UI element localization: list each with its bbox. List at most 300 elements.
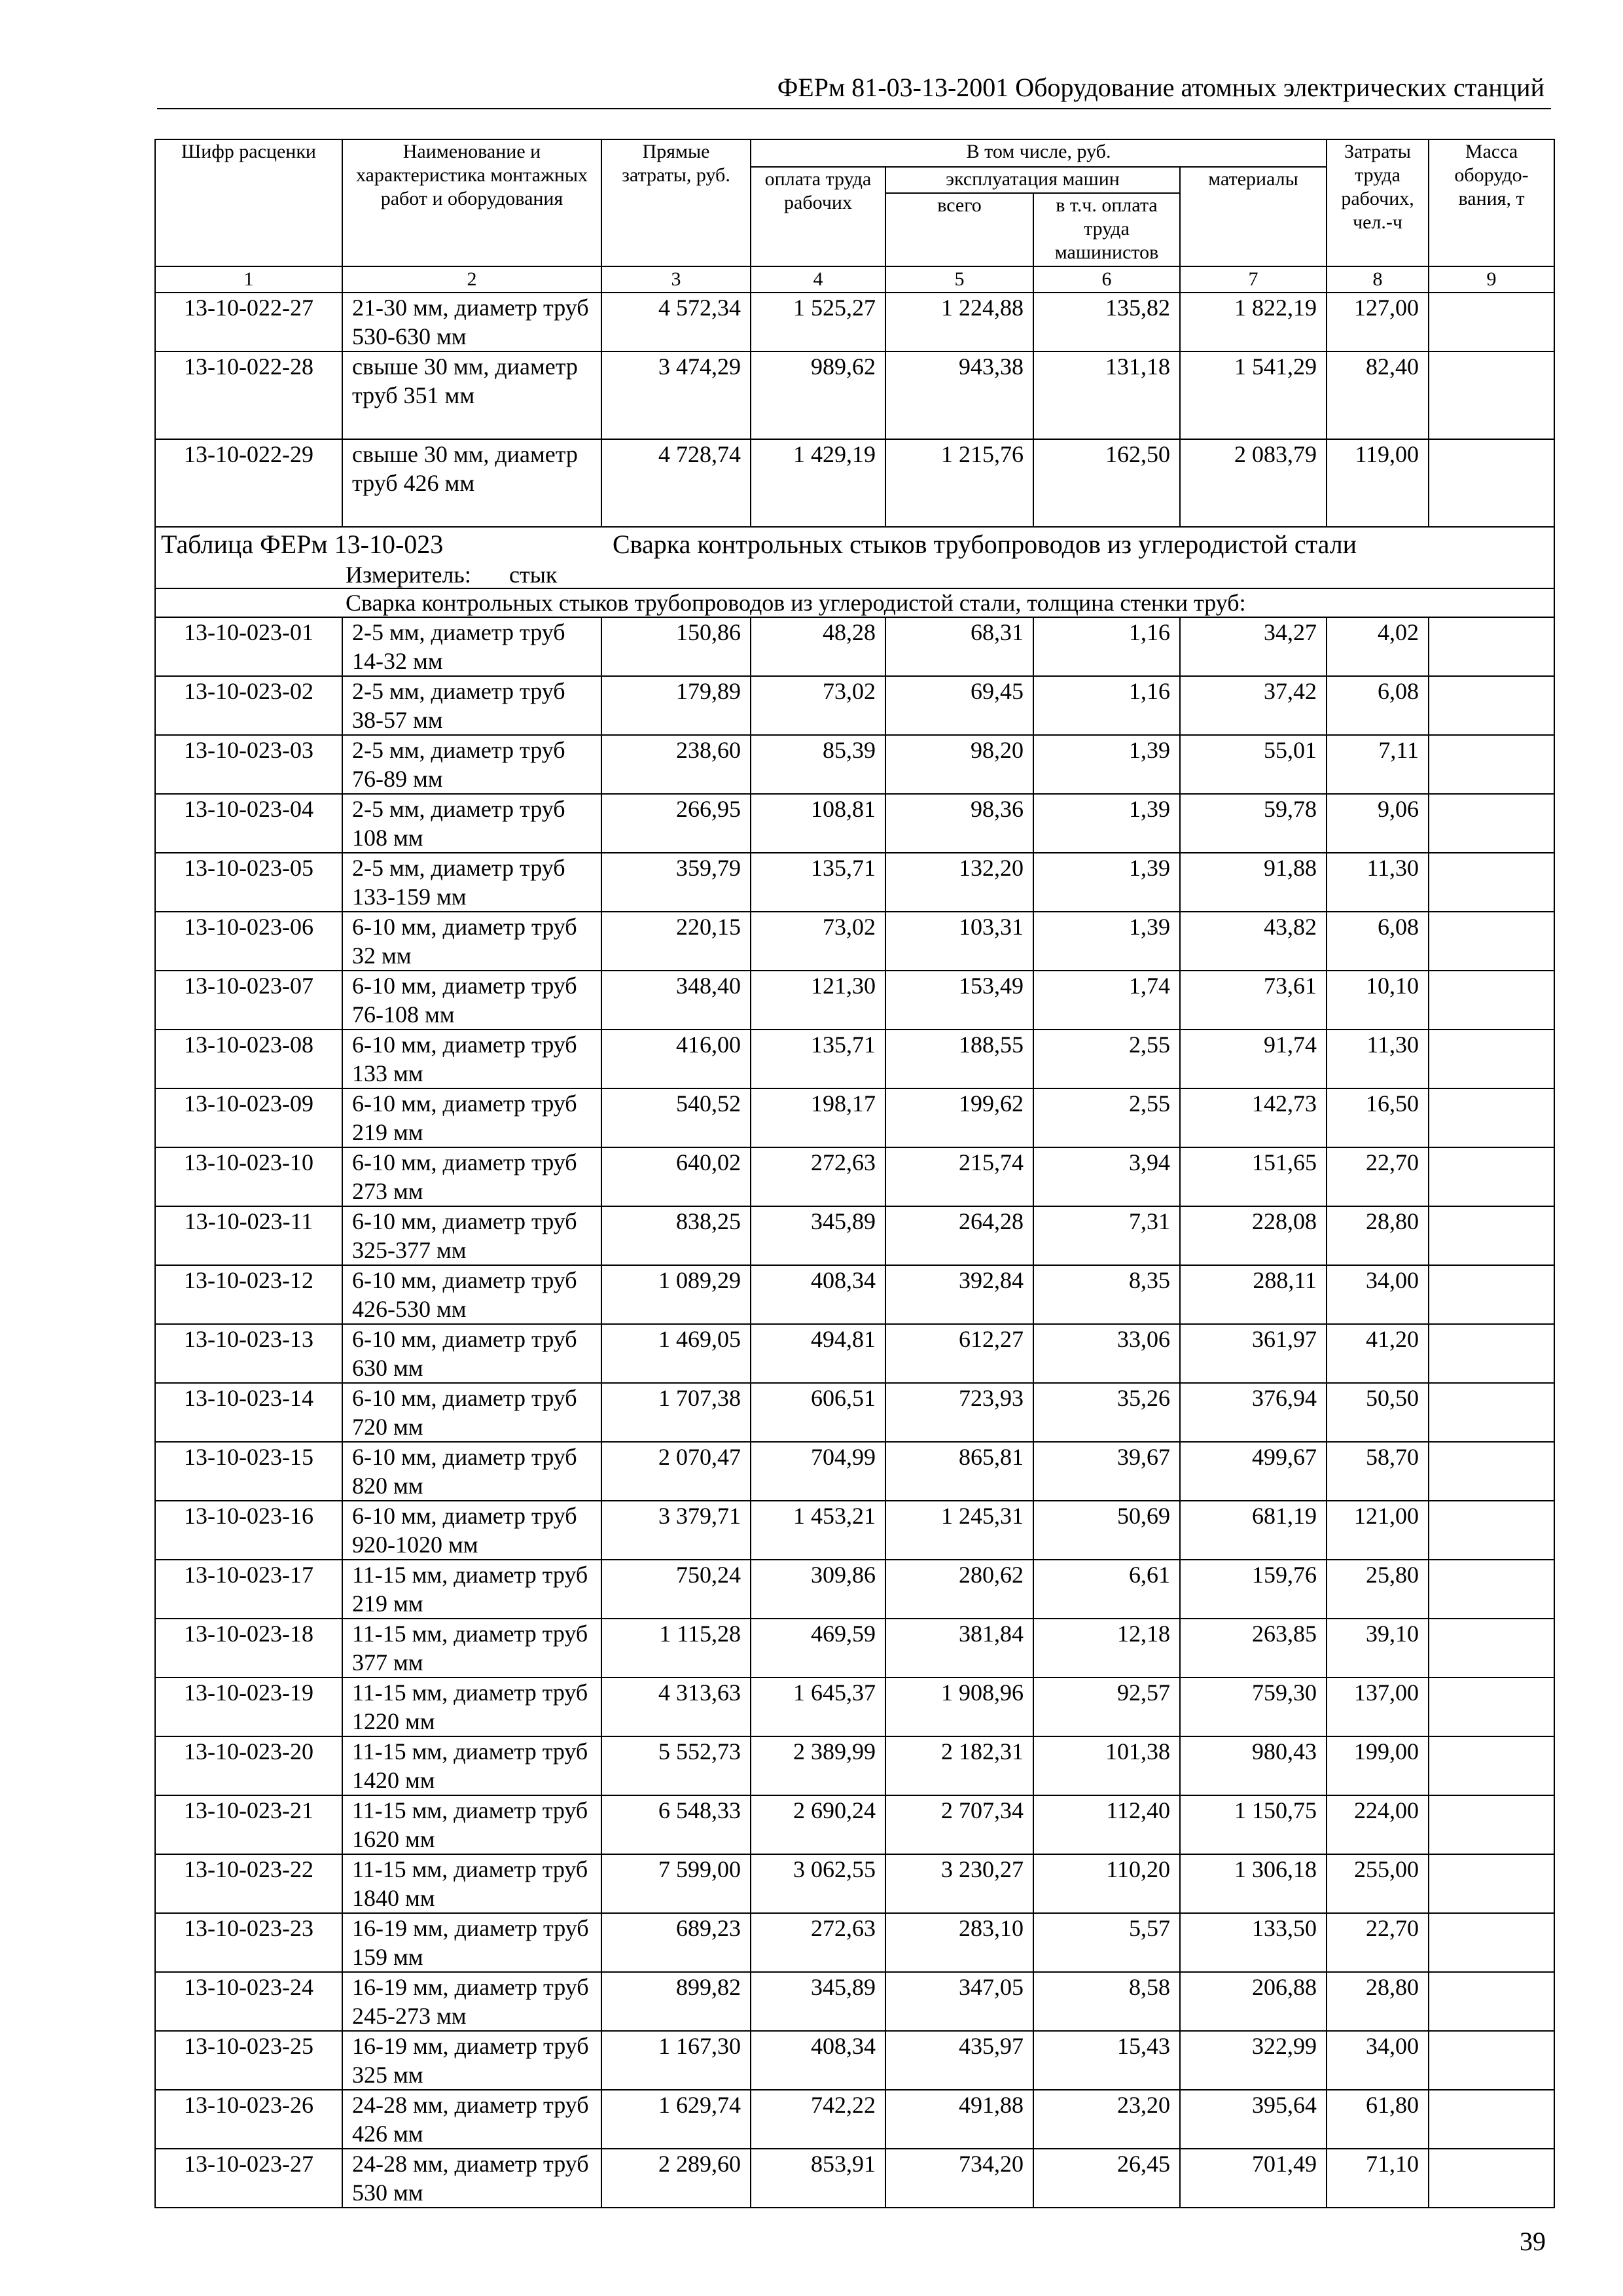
- column-number: 4: [751, 266, 885, 293]
- equipment-mass-cell: [1429, 1560, 1554, 1619]
- materials-cell: 1 541,29: [1180, 351, 1327, 439]
- labor-pay-cell: 1 525,27: [751, 293, 885, 351]
- materials-cell: 361,97: [1180, 1324, 1327, 1383]
- rate-code-cell: 13-10-023-01: [155, 617, 342, 676]
- machines-total-cell: 435,97: [885, 2031, 1033, 2090]
- materials-cell: 159,76: [1180, 1560, 1327, 1619]
- labor-pay-cell: 135,71: [751, 853, 885, 912]
- column-number: 8: [1327, 266, 1429, 293]
- work-name-cell: 6-10 мм, диаметр труб 219 мм: [342, 1088, 601, 1147]
- machines-total-cell: 943,38: [885, 351, 1033, 439]
- header-rule: [157, 108, 1551, 109]
- machines-total-cell: 1 908,96: [885, 1677, 1033, 1736]
- work-name-cell: 6-10 мм, диаметр труб 273 мм: [342, 1147, 601, 1206]
- machines-total-cell: 69,45: [885, 676, 1033, 735]
- column-number: 3: [601, 266, 751, 293]
- materials-cell: 142,73: [1180, 1088, 1327, 1147]
- machines-total-cell: 280,62: [885, 1560, 1033, 1619]
- rate-code-cell: 13-10-023-20: [155, 1736, 342, 1795]
- machines-total-cell: 1 245,31: [885, 1501, 1033, 1560]
- direct-costs-cell: 2 070,47: [601, 1442, 751, 1501]
- equipment-mass-cell: [1429, 351, 1554, 439]
- machines-total-cell: 98,36: [885, 794, 1033, 853]
- work-name-cell: 16-19 мм, диаметр труб 245-273 мм: [342, 1972, 601, 2031]
- labor-pay-cell: 704,99: [751, 1442, 885, 1501]
- work-name-cell: 2-5 мм, диаметр труб 133-159 мм: [342, 853, 601, 912]
- work-name-cell: свыше 30 мм, диаметр труб 426 мм: [342, 439, 601, 527]
- machines-total-cell: 392,84: [885, 1265, 1033, 1324]
- materials-cell: 681,19: [1180, 1501, 1327, 1560]
- direct-costs-cell: 220,15: [601, 912, 751, 971]
- equipment-mass-cell: [1429, 1088, 1554, 1147]
- equipment-mass-cell: [1429, 676, 1554, 735]
- equipment-mass-cell: [1429, 1736, 1554, 1795]
- work-name-cell: 6-10 мм, диаметр труб 32 мм: [342, 912, 601, 971]
- machines-total-cell: 734,20: [885, 2149, 1033, 2208]
- materials-cell: 59,78: [1180, 794, 1327, 853]
- header-direct-costs: Прямые затраты, руб.: [601, 139, 751, 266]
- work-name-cell: 11-15 мм, диаметр труб 1620 мм: [342, 1795, 601, 1854]
- machinists-pay-cell: 135,82: [1033, 293, 1180, 351]
- table-row: [155, 439, 1554, 527]
- direct-costs-cell: 150,86: [601, 617, 751, 676]
- direct-costs-cell: 238,60: [601, 735, 751, 794]
- direct-costs-cell: 3 474,29: [601, 351, 751, 439]
- materials-cell: 376,94: [1180, 1383, 1327, 1442]
- machines-total-cell: 188,55: [885, 1030, 1033, 1088]
- rate-code-cell: 13-10-023-22: [155, 1854, 342, 1913]
- table-row: [155, 617, 1554, 676]
- labor-pay-cell: 742,22: [751, 2090, 885, 2149]
- machinists-pay-cell: 110,20: [1033, 1854, 1180, 1913]
- materials-cell: 2 083,79: [1180, 439, 1327, 527]
- table-row: [155, 971, 1554, 1030]
- labor-hours-cell: 119,00: [1327, 439, 1429, 527]
- column-number: 6: [1033, 266, 1180, 293]
- rate-code-cell: 13-10-023-03: [155, 735, 342, 794]
- labor-hours-cell: 41,20: [1327, 1324, 1429, 1383]
- rate-code-cell: 13-10-023-16: [155, 1501, 342, 1560]
- machinists-pay-cell: 1,39: [1033, 853, 1180, 912]
- work-name-cell: 2-5 мм, диаметр труб 38-57 мм: [342, 676, 601, 735]
- equipment-mass-cell: [1429, 971, 1554, 1030]
- table-row: [155, 735, 1554, 794]
- rate-code-cell: 13-10-023-12: [155, 1265, 342, 1324]
- direct-costs-cell: 750,24: [601, 1560, 751, 1619]
- labor-hours-cell: 4,02: [1327, 617, 1429, 676]
- rate-code-cell: 13-10-023-07: [155, 971, 342, 1030]
- equipment-mass-cell: [1429, 617, 1554, 676]
- work-name-cell: 6-10 мм, диаметр труб 133 мм: [342, 1030, 601, 1088]
- work-name-cell: 6-10 мм, диаметр труб 720 мм: [342, 1383, 601, 1442]
- labor-hours-cell: 199,00: [1327, 1736, 1429, 1795]
- table-row: [155, 676, 1554, 735]
- labor-hours-cell: 127,00: [1327, 293, 1429, 351]
- labor-pay-cell: 494,81: [751, 1324, 885, 1383]
- labor-pay-cell: 989,62: [751, 351, 885, 439]
- table-row: [155, 1147, 1554, 1206]
- direct-costs-cell: 4 728,74: [601, 439, 751, 527]
- table-row: [155, 1913, 1554, 1972]
- machinists-pay-cell: 101,38: [1033, 1736, 1180, 1795]
- labor-pay-cell: 2 690,24: [751, 1795, 885, 1854]
- table-row: [155, 2031, 1554, 2090]
- rate-code-cell: 13-10-023-11: [155, 1206, 342, 1265]
- labor-pay-cell: 73,02: [751, 912, 885, 971]
- direct-costs-cell: 7 599,00: [601, 1854, 751, 1913]
- equipment-mass-cell: [1429, 1854, 1554, 1913]
- work-name-cell: 6-10 мм, диаметр труб 76-108 мм: [342, 971, 601, 1030]
- materials-cell: 151,65: [1180, 1147, 1327, 1206]
- header-machines: эксплуатация машин: [885, 167, 1180, 193]
- labor-hours-cell: 61,80: [1327, 2090, 1429, 2149]
- labor-pay-cell: 345,89: [751, 1972, 885, 2031]
- labor-hours-cell: 39,10: [1327, 1619, 1429, 1677]
- rate-code-cell: 13-10-023-13: [155, 1324, 342, 1383]
- rate-code-cell: 13-10-022-29: [155, 439, 342, 527]
- labor-hours-cell: 11,30: [1327, 1030, 1429, 1088]
- work-name-cell: 11-15 мм, диаметр труб 1220 мм: [342, 1677, 601, 1736]
- machines-total-cell: 283,10: [885, 1913, 1033, 1972]
- header-machinists-pay: в т.ч. оплата труда машинистов: [1033, 193, 1180, 266]
- labor-hours-cell: 34,00: [1327, 2031, 1429, 2090]
- direct-costs-cell: 640,02: [601, 1147, 751, 1206]
- labor-hours-cell: 34,00: [1327, 1265, 1429, 1324]
- section-description: Сварка контрольных стыков трубопроводов из углеродистой стали, толщина стенки труб:: [155, 588, 1554, 617]
- header-name: Наименование и характеристика монтажных работ и оборудования: [342, 139, 601, 266]
- labor-hours-cell: 11,30: [1327, 853, 1429, 912]
- equipment-mass-cell: [1429, 2149, 1554, 2208]
- rate-code-cell: 13-10-023-21: [155, 1795, 342, 1854]
- section-meter-row: [155, 562, 1554, 588]
- materials-cell: 1 306,18: [1180, 1854, 1327, 1913]
- rate-code-cell: 13-10-023-26: [155, 2090, 342, 2149]
- equipment-mass-cell: [1429, 1383, 1554, 1442]
- materials-cell: 206,88: [1180, 1972, 1327, 2031]
- rate-code-cell: 13-10-023-06: [155, 912, 342, 971]
- labor-pay-cell: 606,51: [751, 1383, 885, 1442]
- table-row: [155, 2090, 1554, 2149]
- work-name-cell: 11-15 мм, диаметр труб 377 мм: [342, 1619, 601, 1677]
- machinists-pay-cell: 7,31: [1033, 1206, 1180, 1265]
- equipment-mass-cell: [1429, 853, 1554, 912]
- header-including: В том числе, руб.: [751, 139, 1327, 167]
- rate-code-cell: 13-10-023-19: [155, 1677, 342, 1736]
- work-name-cell: 11-15 мм, диаметр труб 219 мм: [342, 1560, 601, 1619]
- labor-pay-cell: 73,02: [751, 676, 885, 735]
- direct-costs-cell: 899,82: [601, 1972, 751, 2031]
- equipment-mass-cell: [1429, 912, 1554, 971]
- machines-total-cell: 264,28: [885, 1206, 1033, 1265]
- labor-pay-cell: 108,81: [751, 794, 885, 853]
- direct-costs-cell: 1 469,05: [601, 1324, 751, 1383]
- work-name-cell: 2-5 мм, диаметр труб 108 мм: [342, 794, 601, 853]
- direct-costs-cell: 1 707,38: [601, 1383, 751, 1442]
- header-mass: Масса оборудо-вания, т: [1429, 139, 1554, 266]
- table-row: [155, 1442, 1554, 1501]
- machinists-pay-cell: 162,50: [1033, 439, 1180, 527]
- rate-code-cell: 13-10-023-17: [155, 1560, 342, 1619]
- labor-pay-cell: 345,89: [751, 1206, 885, 1265]
- materials-cell: 288,11: [1180, 1265, 1327, 1324]
- machines-total-cell: 1 215,76: [885, 439, 1033, 527]
- machinists-pay-cell: 23,20: [1033, 2090, 1180, 2149]
- labor-hours-cell: 6,08: [1327, 676, 1429, 735]
- equipment-mass-cell: [1429, 1795, 1554, 1854]
- machinists-pay-cell: 12,18: [1033, 1619, 1180, 1677]
- table-row: [155, 1619, 1554, 1677]
- work-name-cell: 11-15 мм, диаметр труб 1840 мм: [342, 1854, 601, 1913]
- direct-costs-cell: 416,00: [601, 1030, 751, 1088]
- labor-hours-cell: 71,10: [1327, 2149, 1429, 2208]
- rate-code-cell: 13-10-022-28: [155, 351, 342, 439]
- materials-cell: 133,50: [1180, 1913, 1327, 1972]
- table-row: [155, 1324, 1554, 1383]
- machinists-pay-cell: 5,57: [1033, 1913, 1180, 1972]
- header-machines-total: всего: [885, 193, 1033, 266]
- machines-total-cell: 723,93: [885, 1383, 1033, 1442]
- machines-total-cell: 381,84: [885, 1619, 1033, 1677]
- section-table-title: Сварка контрольных стыков трубопроводов из углеродистой стали: [613, 529, 1357, 559]
- rate-code-cell: 13-10-023-14: [155, 1383, 342, 1442]
- rate-code-cell: 13-10-023-09: [155, 1088, 342, 1147]
- machinists-pay-cell: 26,45: [1033, 2149, 1180, 2208]
- rate-code-cell: 13-10-023-15: [155, 1442, 342, 1501]
- machines-total-cell: 103,31: [885, 912, 1033, 971]
- machinists-pay-cell: 15,43: [1033, 2031, 1180, 2090]
- machines-total-cell: 491,88: [885, 2090, 1033, 2149]
- table-row: [155, 1265, 1554, 1324]
- table-row: [155, 293, 1554, 351]
- machinists-pay-cell: 131,18: [1033, 351, 1180, 439]
- labor-hours-cell: 25,80: [1327, 1560, 1429, 1619]
- table-row: [155, 2149, 1554, 2208]
- materials-cell: 55,01: [1180, 735, 1327, 794]
- header-materials: материалы: [1180, 167, 1327, 266]
- work-name-cell: 6-10 мм, диаметр труб 630 мм: [342, 1324, 601, 1383]
- equipment-mass-cell: [1429, 1972, 1554, 2031]
- direct-costs-cell: 5 552,73: [601, 1736, 751, 1795]
- direct-costs-cell: 4 313,63: [601, 1677, 751, 1736]
- machines-total-cell: 199,62: [885, 1088, 1033, 1147]
- table-row: [155, 1854, 1554, 1913]
- machines-total-cell: 2 707,34: [885, 1795, 1033, 1854]
- document-header-title: ФЕРм 81-03-13-2001 Оборудование атомных электрических станций: [777, 73, 1544, 102]
- machines-total-cell: 215,74: [885, 1147, 1033, 1206]
- materials-cell: 37,42: [1180, 676, 1327, 735]
- machinists-pay-cell: 8,35: [1033, 1265, 1180, 1324]
- labor-pay-cell: 1 645,37: [751, 1677, 885, 1736]
- machinists-pay-cell: 1,74: [1033, 971, 1180, 1030]
- labor-pay-cell: 853,91: [751, 2149, 885, 2208]
- equipment-mass-cell: [1429, 1324, 1554, 1383]
- machines-total-cell: 98,20: [885, 735, 1033, 794]
- header-labor-cost: Затраты труда рабочих, чел.-ч: [1327, 139, 1429, 266]
- direct-costs-cell: 1 167,30: [601, 2031, 751, 2090]
- labor-hours-cell: 255,00: [1327, 1854, 1429, 1913]
- rate-code-cell: 13-10-023-10: [155, 1147, 342, 1206]
- work-name-cell: 2-5 мм, диаметр труб 76-89 мм: [342, 735, 601, 794]
- machinists-pay-cell: 35,26: [1033, 1383, 1180, 1442]
- rate-code-cell: 13-10-023-05: [155, 853, 342, 912]
- labor-pay-cell: 1 453,21: [751, 1501, 885, 1560]
- direct-costs-cell: 1 629,74: [601, 2090, 751, 2149]
- equipment-mass-cell: [1429, 293, 1554, 351]
- labor-hours-cell: 82,40: [1327, 351, 1429, 439]
- labor-pay-cell: 1 429,19: [751, 439, 885, 527]
- labor-hours-cell: 22,70: [1327, 1147, 1429, 1206]
- labor-pay-cell: 309,86: [751, 1560, 885, 1619]
- work-name-cell: 6-10 мм, диаметр труб 920-1020 мм: [342, 1501, 601, 1560]
- labor-hours-cell: 28,80: [1327, 1972, 1429, 2031]
- column-number: 5: [885, 266, 1033, 293]
- machines-total-cell: 865,81: [885, 1442, 1033, 1501]
- labor-pay-cell: 272,63: [751, 1147, 885, 1206]
- machines-total-cell: 132,20: [885, 853, 1033, 912]
- equipment-mass-cell: [1429, 1913, 1554, 1972]
- equipment-mass-cell: [1429, 1265, 1554, 1324]
- equipment-mass-cell: [1429, 1206, 1554, 1265]
- materials-cell: 499,67: [1180, 1442, 1327, 1501]
- labor-hours-cell: 7,11: [1327, 735, 1429, 794]
- equipment-mass-cell: [1429, 1677, 1554, 1736]
- direct-costs-cell: 838,25: [601, 1206, 751, 1265]
- materials-cell: 228,08: [1180, 1206, 1327, 1265]
- direct-costs-cell: 348,40: [601, 971, 751, 1030]
- equipment-mass-cell: [1429, 1442, 1554, 1501]
- rate-code-cell: 13-10-022-27: [155, 293, 342, 351]
- table-row: [155, 1383, 1554, 1442]
- header-code: Шифр расценки: [155, 139, 342, 266]
- work-name-cell: 16-19 мм, диаметр труб 159 мм: [342, 1913, 601, 1972]
- materials-cell: 91,88: [1180, 853, 1327, 912]
- equipment-mass-cell: [1429, 1619, 1554, 1677]
- meter-value: стык: [509, 562, 558, 588]
- materials-cell: 322,99: [1180, 2031, 1327, 2090]
- labor-hours-cell: 121,00: [1327, 1501, 1429, 1560]
- machinists-pay-cell: 39,67: [1033, 1442, 1180, 1501]
- rate-code-cell: 13-10-023-27: [155, 2149, 342, 2208]
- machines-total-cell: 2 182,31: [885, 1736, 1033, 1795]
- rate-code-cell: 13-10-023-25: [155, 2031, 342, 2090]
- table-row: [155, 1088, 1554, 1147]
- section-description-row: [155, 588, 1554, 617]
- direct-costs-cell: 540,52: [601, 1088, 751, 1147]
- materials-cell: 1 822,19: [1180, 293, 1327, 351]
- header-labor-pay: оплата труда рабочих: [751, 167, 885, 266]
- labor-pay-cell: 85,39: [751, 735, 885, 794]
- labor-pay-cell: 469,59: [751, 1619, 885, 1677]
- work-name-cell: 21-30 мм, диаметр труб 530-630 мм: [342, 293, 601, 351]
- machines-total-cell: 347,05: [885, 1972, 1033, 2031]
- table-row: [155, 1677, 1554, 1736]
- table-row: [155, 1501, 1554, 1560]
- table-row: [155, 1972, 1554, 2031]
- work-name-cell: 24-28 мм, диаметр труб 426 мм: [342, 2090, 601, 2149]
- labor-hours-cell: 58,70: [1327, 1442, 1429, 1501]
- rate-code-cell: 13-10-023-18: [155, 1619, 342, 1677]
- machinists-pay-cell: 112,40: [1033, 1795, 1180, 1854]
- materials-cell: 395,64: [1180, 2090, 1327, 2149]
- table-row: [155, 1736, 1554, 1795]
- labor-pay-cell: 2 389,99: [751, 1736, 885, 1795]
- table-row: [155, 794, 1554, 853]
- work-name-cell: свыше 30 мм, диаметр труб 351 мм: [342, 351, 601, 439]
- machines-total-cell: 3 230,27: [885, 1854, 1033, 1913]
- machinists-pay-cell: 1,39: [1033, 735, 1180, 794]
- direct-costs-cell: 1 115,28: [601, 1619, 751, 1677]
- labor-pay-cell: 198,17: [751, 1088, 885, 1147]
- labor-pay-cell: 48,28: [751, 617, 885, 676]
- column-number: 2: [342, 266, 601, 293]
- meter-label: Измеритель:: [346, 562, 471, 588]
- section-title: [155, 527, 1554, 562]
- labor-hours-cell: 16,50: [1327, 1088, 1429, 1147]
- direct-costs-cell: 689,23: [601, 1913, 751, 1972]
- machinists-pay-cell: 3,94: [1033, 1147, 1180, 1206]
- machinists-pay-cell: 50,69: [1033, 1501, 1180, 1560]
- equipment-mass-cell: [1429, 1501, 1554, 1560]
- work-name-cell: 6-10 мм, диаметр труб 325-377 мм: [342, 1206, 601, 1265]
- equipment-mass-cell: [1429, 2090, 1554, 2149]
- direct-costs-cell: 359,79: [601, 853, 751, 912]
- equipment-mass-cell: [1429, 1147, 1554, 1206]
- machines-total-cell: 612,27: [885, 1324, 1033, 1383]
- direct-costs-cell: 266,95: [601, 794, 751, 853]
- rate-code-cell: 13-10-023-04: [155, 794, 342, 853]
- labor-pay-cell: 3 062,55: [751, 1854, 885, 1913]
- machines-total-cell: 68,31: [885, 617, 1033, 676]
- work-name-cell: 16-19 мм, диаметр труб 325 мм: [342, 2031, 601, 2090]
- equipment-mass-cell: [1429, 439, 1554, 527]
- labor-pay-cell: 408,34: [751, 1265, 885, 1324]
- rate-code-cell: 13-10-023-23: [155, 1913, 342, 1972]
- equipment-mass-cell: [1429, 2031, 1554, 2090]
- materials-cell: 91,74: [1180, 1030, 1327, 1088]
- labor-hours-cell: 137,00: [1327, 1677, 1429, 1736]
- work-name-cell: 2-5 мм, диаметр труб 14-32 мм: [342, 617, 601, 676]
- equipment-mass-cell: [1429, 794, 1554, 853]
- rate-code-cell: 13-10-023-02: [155, 676, 342, 735]
- labor-pay-cell: 408,34: [751, 2031, 885, 2090]
- machinists-pay-cell: 2,55: [1033, 1030, 1180, 1088]
- labor-hours-cell: 50,50: [1327, 1383, 1429, 1442]
- table-row: [155, 1795, 1554, 1854]
- materials-cell: 980,43: [1180, 1736, 1327, 1795]
- machinists-pay-cell: 1,16: [1033, 617, 1180, 676]
- table-row: [155, 351, 1554, 439]
- labor-pay-cell: 121,30: [751, 971, 885, 1030]
- labor-hours-cell: 6,08: [1327, 912, 1429, 971]
- work-name-cell: 6-10 мм, диаметр труб 820 мм: [342, 1442, 601, 1501]
- machines-total-cell: 1 224,88: [885, 293, 1033, 351]
- section-table-code: Таблица ФЕРм 13-10-023: [161, 529, 444, 559]
- section-title-row: [155, 527, 1554, 562]
- direct-costs-cell: 179,89: [601, 676, 751, 735]
- table-row: [155, 1206, 1554, 1265]
- equipment-mass-cell: [1429, 735, 1554, 794]
- equipment-mass-cell: [1429, 1030, 1554, 1088]
- labor-hours-cell: 10,10: [1327, 971, 1429, 1030]
- labor-pay-cell: 135,71: [751, 1030, 885, 1088]
- machinists-pay-cell: 2,55: [1033, 1088, 1180, 1147]
- direct-costs-cell: 6 548,33: [601, 1795, 751, 1854]
- machinists-pay-cell: 1,39: [1033, 912, 1180, 971]
- column-number-row: [155, 266, 1554, 293]
- table-row: [155, 1030, 1554, 1088]
- materials-cell: 263,85: [1180, 1619, 1327, 1677]
- machinists-pay-cell: 6,61: [1033, 1560, 1180, 1619]
